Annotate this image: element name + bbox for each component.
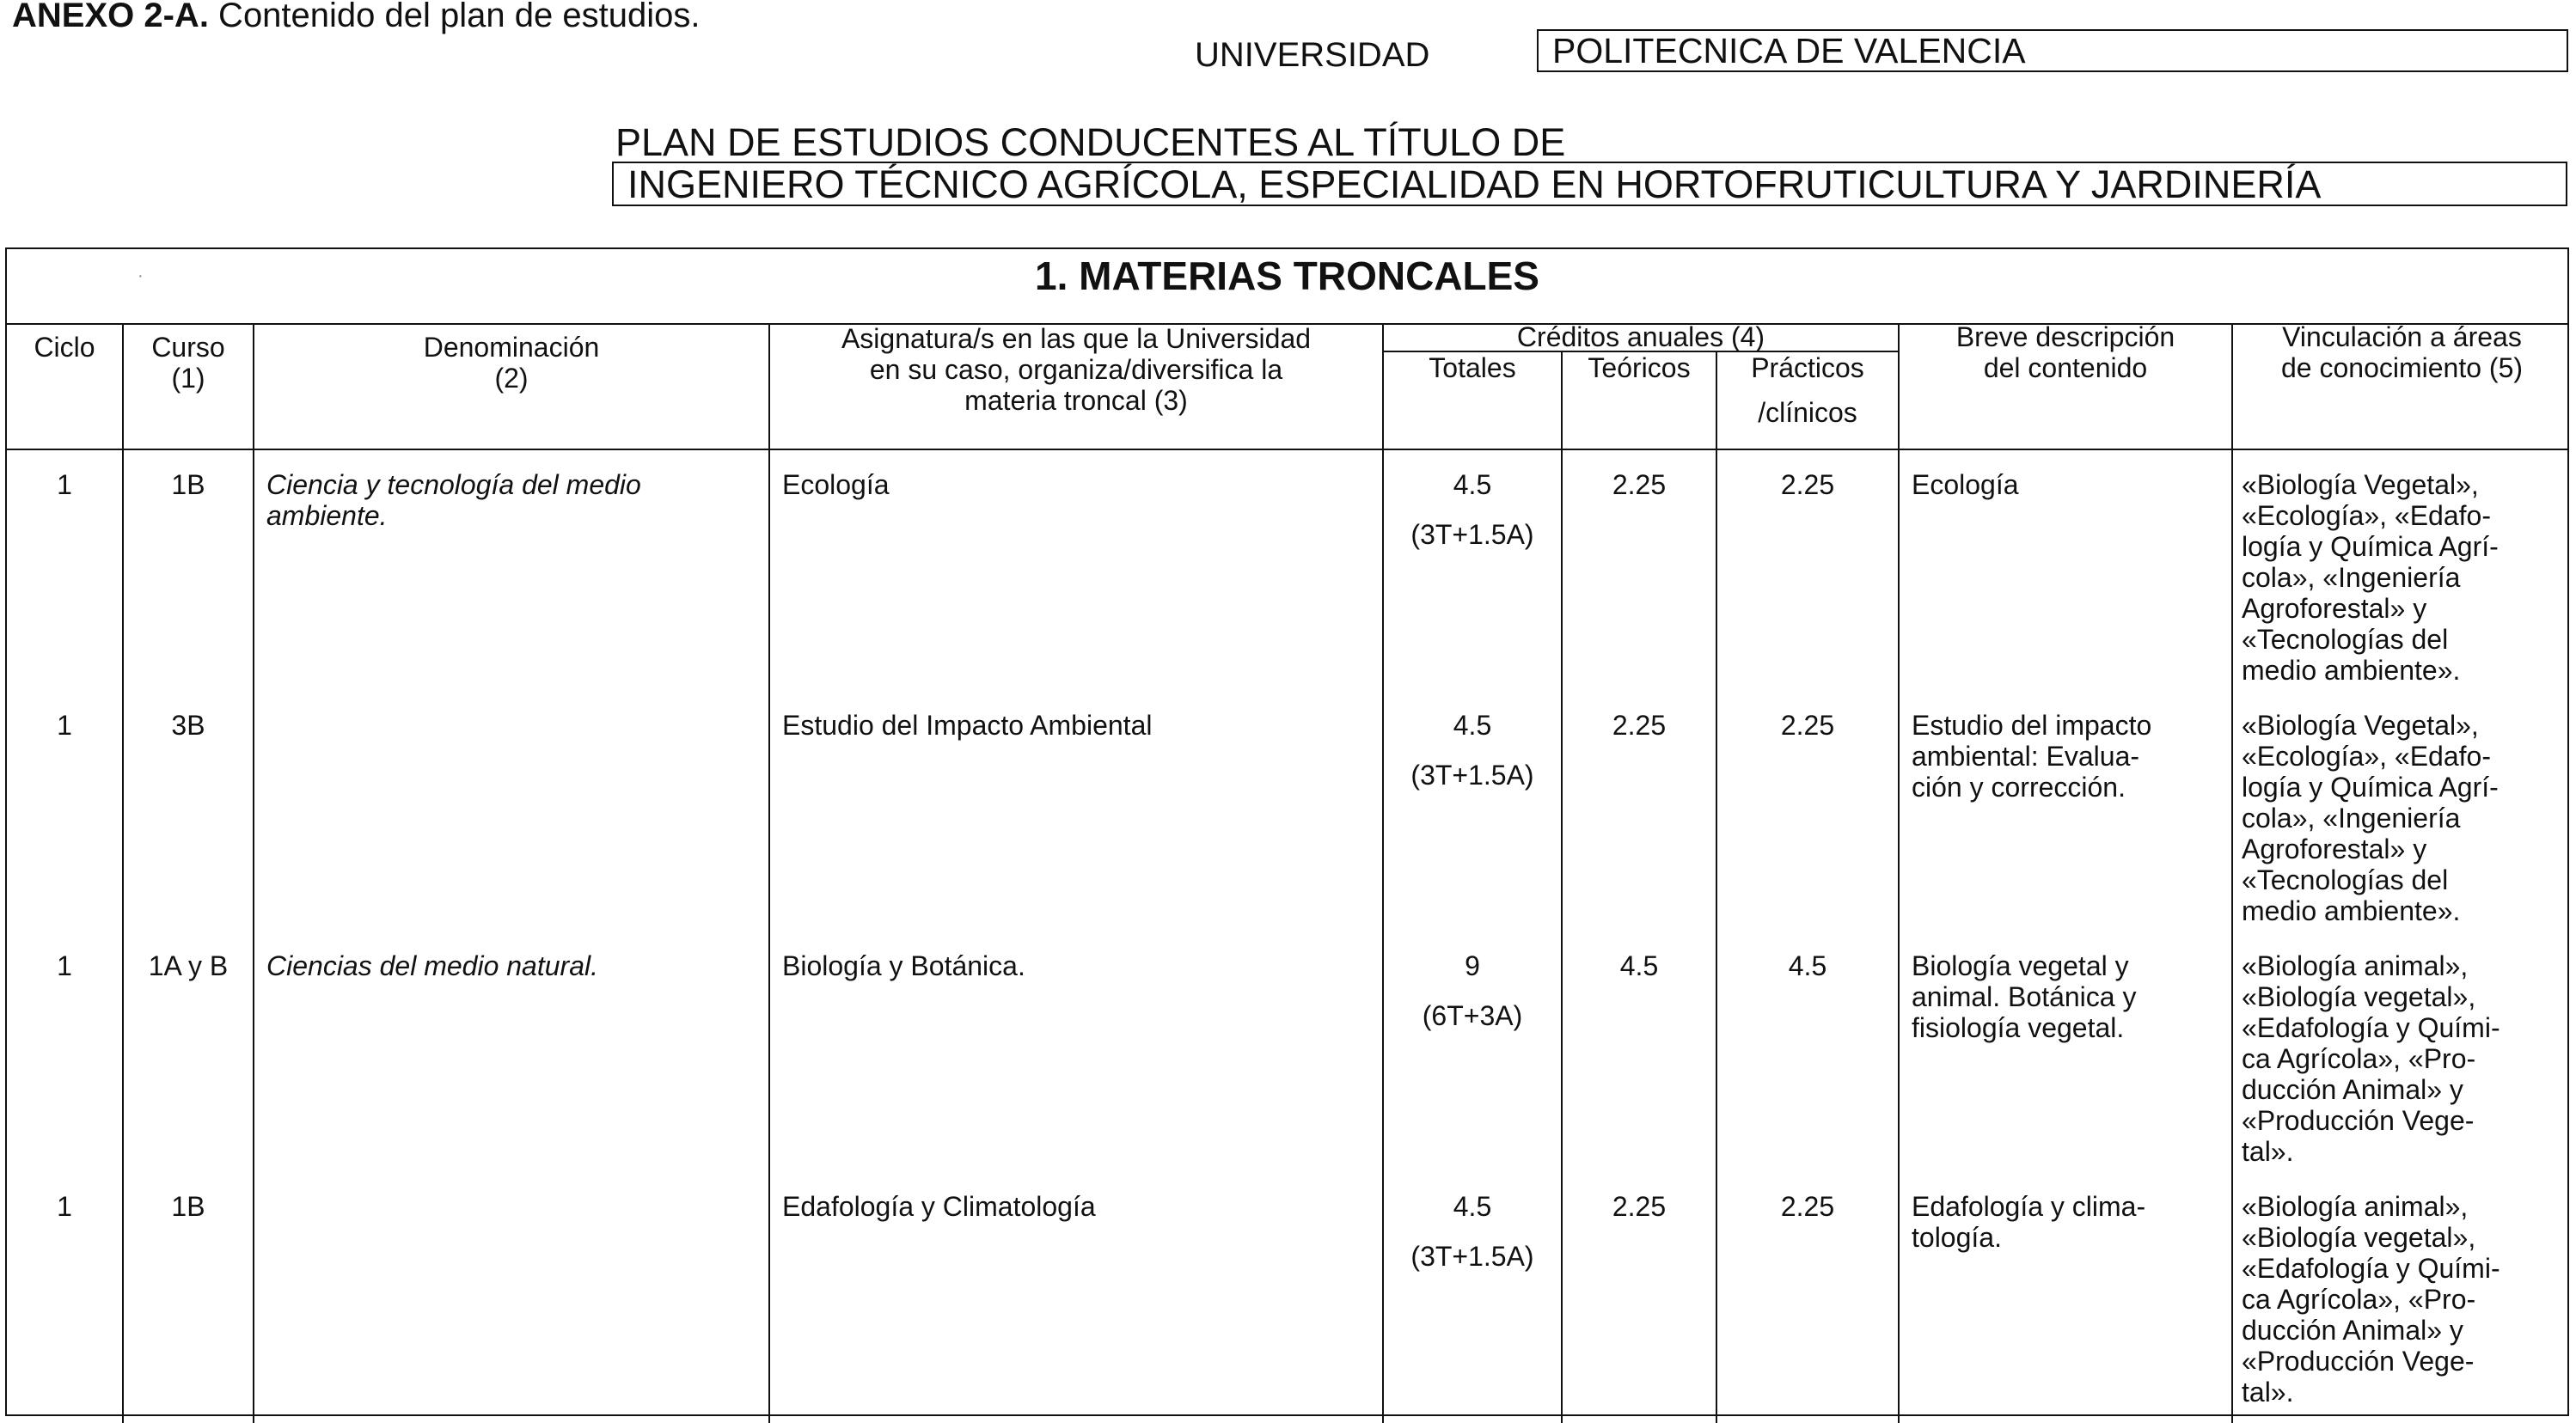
cell-asignatura: Ecología xyxy=(782,469,890,500)
text-line: «Biología animal», xyxy=(2242,1191,2469,1222)
text-line: Estudio del impacto xyxy=(1912,710,2152,741)
cell-practicos: 2.25 xyxy=(1780,1191,1835,1222)
header-line: materia troncal (3) xyxy=(964,385,1188,416)
text-line: medio ambiente». xyxy=(2242,655,2461,686)
degree-title-box: INGENIERO TÉCNICO AGRÍCOLA, ESPECIALIDAD EN HORTOFRUTICULTURA Y JARDINERÍA xyxy=(612,162,2567,206)
cell-teoricos: 4.5 xyxy=(1619,950,1659,981)
text-line: cola», «Ingeniería xyxy=(2242,803,2461,834)
text-line: Ciencia y tecnología del medio xyxy=(266,469,641,500)
header-line: Breve descripción xyxy=(1955,321,2175,352)
cell-totales xyxy=(1384,710,1561,791)
text-line: «Biología Vegetal», xyxy=(2242,469,2479,500)
cell-vinculacion xyxy=(2242,469,2573,686)
cell-asignatura: Estudio del Impacto Ambiental xyxy=(782,710,1153,741)
cell-vinculacion xyxy=(2242,710,2573,926)
text-line: logía y Química Agrí- xyxy=(2242,772,2499,803)
cell-ciclo: 1 xyxy=(57,950,72,981)
totales-detail: (3T+1.5A) xyxy=(1410,519,1534,550)
text-line: «Tecnologías del xyxy=(2242,624,2449,655)
header-line: en su caso, organiza/diversifica la xyxy=(869,354,1283,385)
cell-ciclo: 1 xyxy=(57,1191,72,1222)
header-line: de conocimiento (5) xyxy=(2280,352,2524,383)
text-line: medio ambiente». xyxy=(2242,895,2461,926)
text-line: ambiental: Evalua- xyxy=(1912,741,2140,772)
text-line: «Tecnologías del xyxy=(2242,864,2449,895)
cell-teoricos: 2.25 xyxy=(1612,710,1667,741)
totales-detail: (3T+1.5A) xyxy=(1410,760,1534,791)
header-line: /clínicos xyxy=(1758,397,1857,428)
plan-title: PLAN DE ESTUDIOS CONDUCENTES AL TÍTULO DE xyxy=(615,120,1566,164)
cell-descripcion xyxy=(1912,469,2230,500)
header-totales: Totales xyxy=(1429,352,1516,383)
totales-value: 4.5 xyxy=(1453,1191,1492,1222)
header-line: Vinculación a áreas xyxy=(2282,321,2522,352)
header-descripcion xyxy=(1900,321,2231,383)
header-practicos xyxy=(1717,352,1898,428)
university-label: UNIVERSIDAD xyxy=(1195,36,1430,74)
subjects-table xyxy=(5,247,2569,1416)
cell-vinculacion xyxy=(2242,950,2573,1167)
cell-teoricos: 2.25 xyxy=(1612,1191,1667,1222)
cell-curso: 1A y B xyxy=(148,950,229,981)
annex-label: ANEXO 2-A. xyxy=(12,0,209,34)
annex-description: Contenido del plan de estudios. xyxy=(208,0,701,34)
text-line: animal. Botánica y xyxy=(1912,981,2137,1012)
header-asignatura xyxy=(770,323,1382,416)
header-curso xyxy=(124,332,253,394)
text-line: ducción Animal» y xyxy=(2242,1315,2463,1346)
totales-detail: (3T+1.5A) xyxy=(1410,1241,1534,1272)
col-divider xyxy=(2231,323,2233,1423)
cell-totales xyxy=(1384,1191,1561,1272)
text-line: «Producción Vege- xyxy=(2242,1346,2475,1377)
text-line: «Biología animal», xyxy=(2242,950,2469,981)
header-denominacion xyxy=(254,332,768,394)
annex-title xyxy=(12,0,700,36)
text-line: logía y Química Agrí- xyxy=(2242,531,2499,562)
scan-speck: · xyxy=(138,266,144,285)
totales-value: 9 xyxy=(1465,950,1480,981)
cell-descripcion xyxy=(1912,950,2230,1043)
text-line: «Biología vegetal», xyxy=(2242,981,2476,1012)
text-line: ambiente. xyxy=(266,500,388,531)
text-line: tal». xyxy=(2242,1377,2294,1408)
cell-descripcion xyxy=(1912,710,2230,803)
text-line: ca Agrícola», «Pro- xyxy=(2242,1284,2476,1315)
text-line: ción y corrección. xyxy=(1912,772,2126,803)
totales-detail: (6T+3A) xyxy=(1422,1000,1523,1031)
text-line: «Biología vegetal», xyxy=(2242,1222,2476,1253)
cell-ciclo: 1 xyxy=(57,710,72,741)
header-ciclo: Ciclo xyxy=(34,332,95,363)
cell-practicos: 2.25 xyxy=(1780,710,1835,741)
text-line: Biología vegetal y xyxy=(1912,950,2129,981)
cell-curso: 1B xyxy=(171,469,205,500)
text-line: ca Agrícola», «Pro- xyxy=(2242,1043,2476,1074)
header-creditos: Créditos anuales (4) xyxy=(1516,321,1765,352)
col-divider xyxy=(253,323,254,1423)
text-line: «Producción Vege- xyxy=(2242,1105,2475,1136)
header-divider xyxy=(7,449,2567,450)
cell-practicos: 2.25 xyxy=(1780,469,1835,500)
text-line: «Ecología», «Edafo- xyxy=(2242,500,2491,531)
cell-curso: 3B xyxy=(171,710,205,741)
cell-vinculacion xyxy=(2242,1191,2573,1408)
text-line: «Edafología y Quími- xyxy=(2242,1012,2500,1043)
text-line: Ciencias del medio natural. xyxy=(266,950,598,981)
text-line: Agroforestal» y xyxy=(2242,593,2427,624)
col-divider xyxy=(1716,351,1717,1423)
col-divider xyxy=(1561,351,1563,1423)
text-line: «Edafología y Quími- xyxy=(2242,1253,2500,1284)
cell-asignatura: Biología y Botánica. xyxy=(782,950,1025,981)
text-line: «Ecología», «Edafo- xyxy=(2242,741,2491,772)
header-vinculacion xyxy=(2233,321,2571,383)
header-line: Curso xyxy=(151,332,225,363)
cell-asignatura: Edafología y Climatología xyxy=(782,1191,1096,1222)
cell-descripcion xyxy=(1912,1191,2230,1253)
cell-totales xyxy=(1384,950,1561,1031)
table-title: 1. MATERIAS TRONCALES xyxy=(1035,253,1539,298)
header-line: del contenido xyxy=(1983,352,2148,383)
col-divider xyxy=(1898,323,1900,1423)
header-line: Asignatura/s en las que la Universidad xyxy=(841,323,1312,354)
totales-value: 4.5 xyxy=(1453,469,1492,500)
text-line: tal». xyxy=(2242,1136,2294,1167)
text-line: tología. xyxy=(1912,1222,2002,1253)
header-line: (2) xyxy=(494,363,529,394)
university-name-box: POLITECNICA DE VALENCIA xyxy=(1537,29,2568,72)
cell-denominacion xyxy=(266,469,765,531)
header-line: Denominación xyxy=(423,332,600,363)
text-line: Agroforestal» y xyxy=(2242,834,2427,864)
text-line: «Biología Vegetal», xyxy=(2242,710,2479,741)
text-line: ducción Animal» y xyxy=(2242,1074,2463,1105)
cell-totales xyxy=(1384,469,1561,550)
cell-curso: 1B xyxy=(171,1191,205,1222)
cell-teoricos: 2.25 xyxy=(1612,469,1667,500)
text-line: fisiología vegetal. xyxy=(1912,1012,2125,1043)
cell-denominacion xyxy=(266,950,765,981)
header-line: (1) xyxy=(171,363,205,394)
totales-value: 4.5 xyxy=(1453,710,1492,741)
col-divider xyxy=(768,323,770,1423)
cell-ciclo: 1 xyxy=(57,469,72,500)
header-teoricos: Teóricos xyxy=(1588,352,1691,383)
text-line: Edafología y clima- xyxy=(1912,1191,2146,1222)
cell-practicos: 4.5 xyxy=(1788,950,1827,981)
text-line: cola», «Ingeniería xyxy=(2242,562,2461,593)
text-line: Ecología xyxy=(1912,469,2019,500)
header-line: Prácticos xyxy=(1751,352,1864,383)
